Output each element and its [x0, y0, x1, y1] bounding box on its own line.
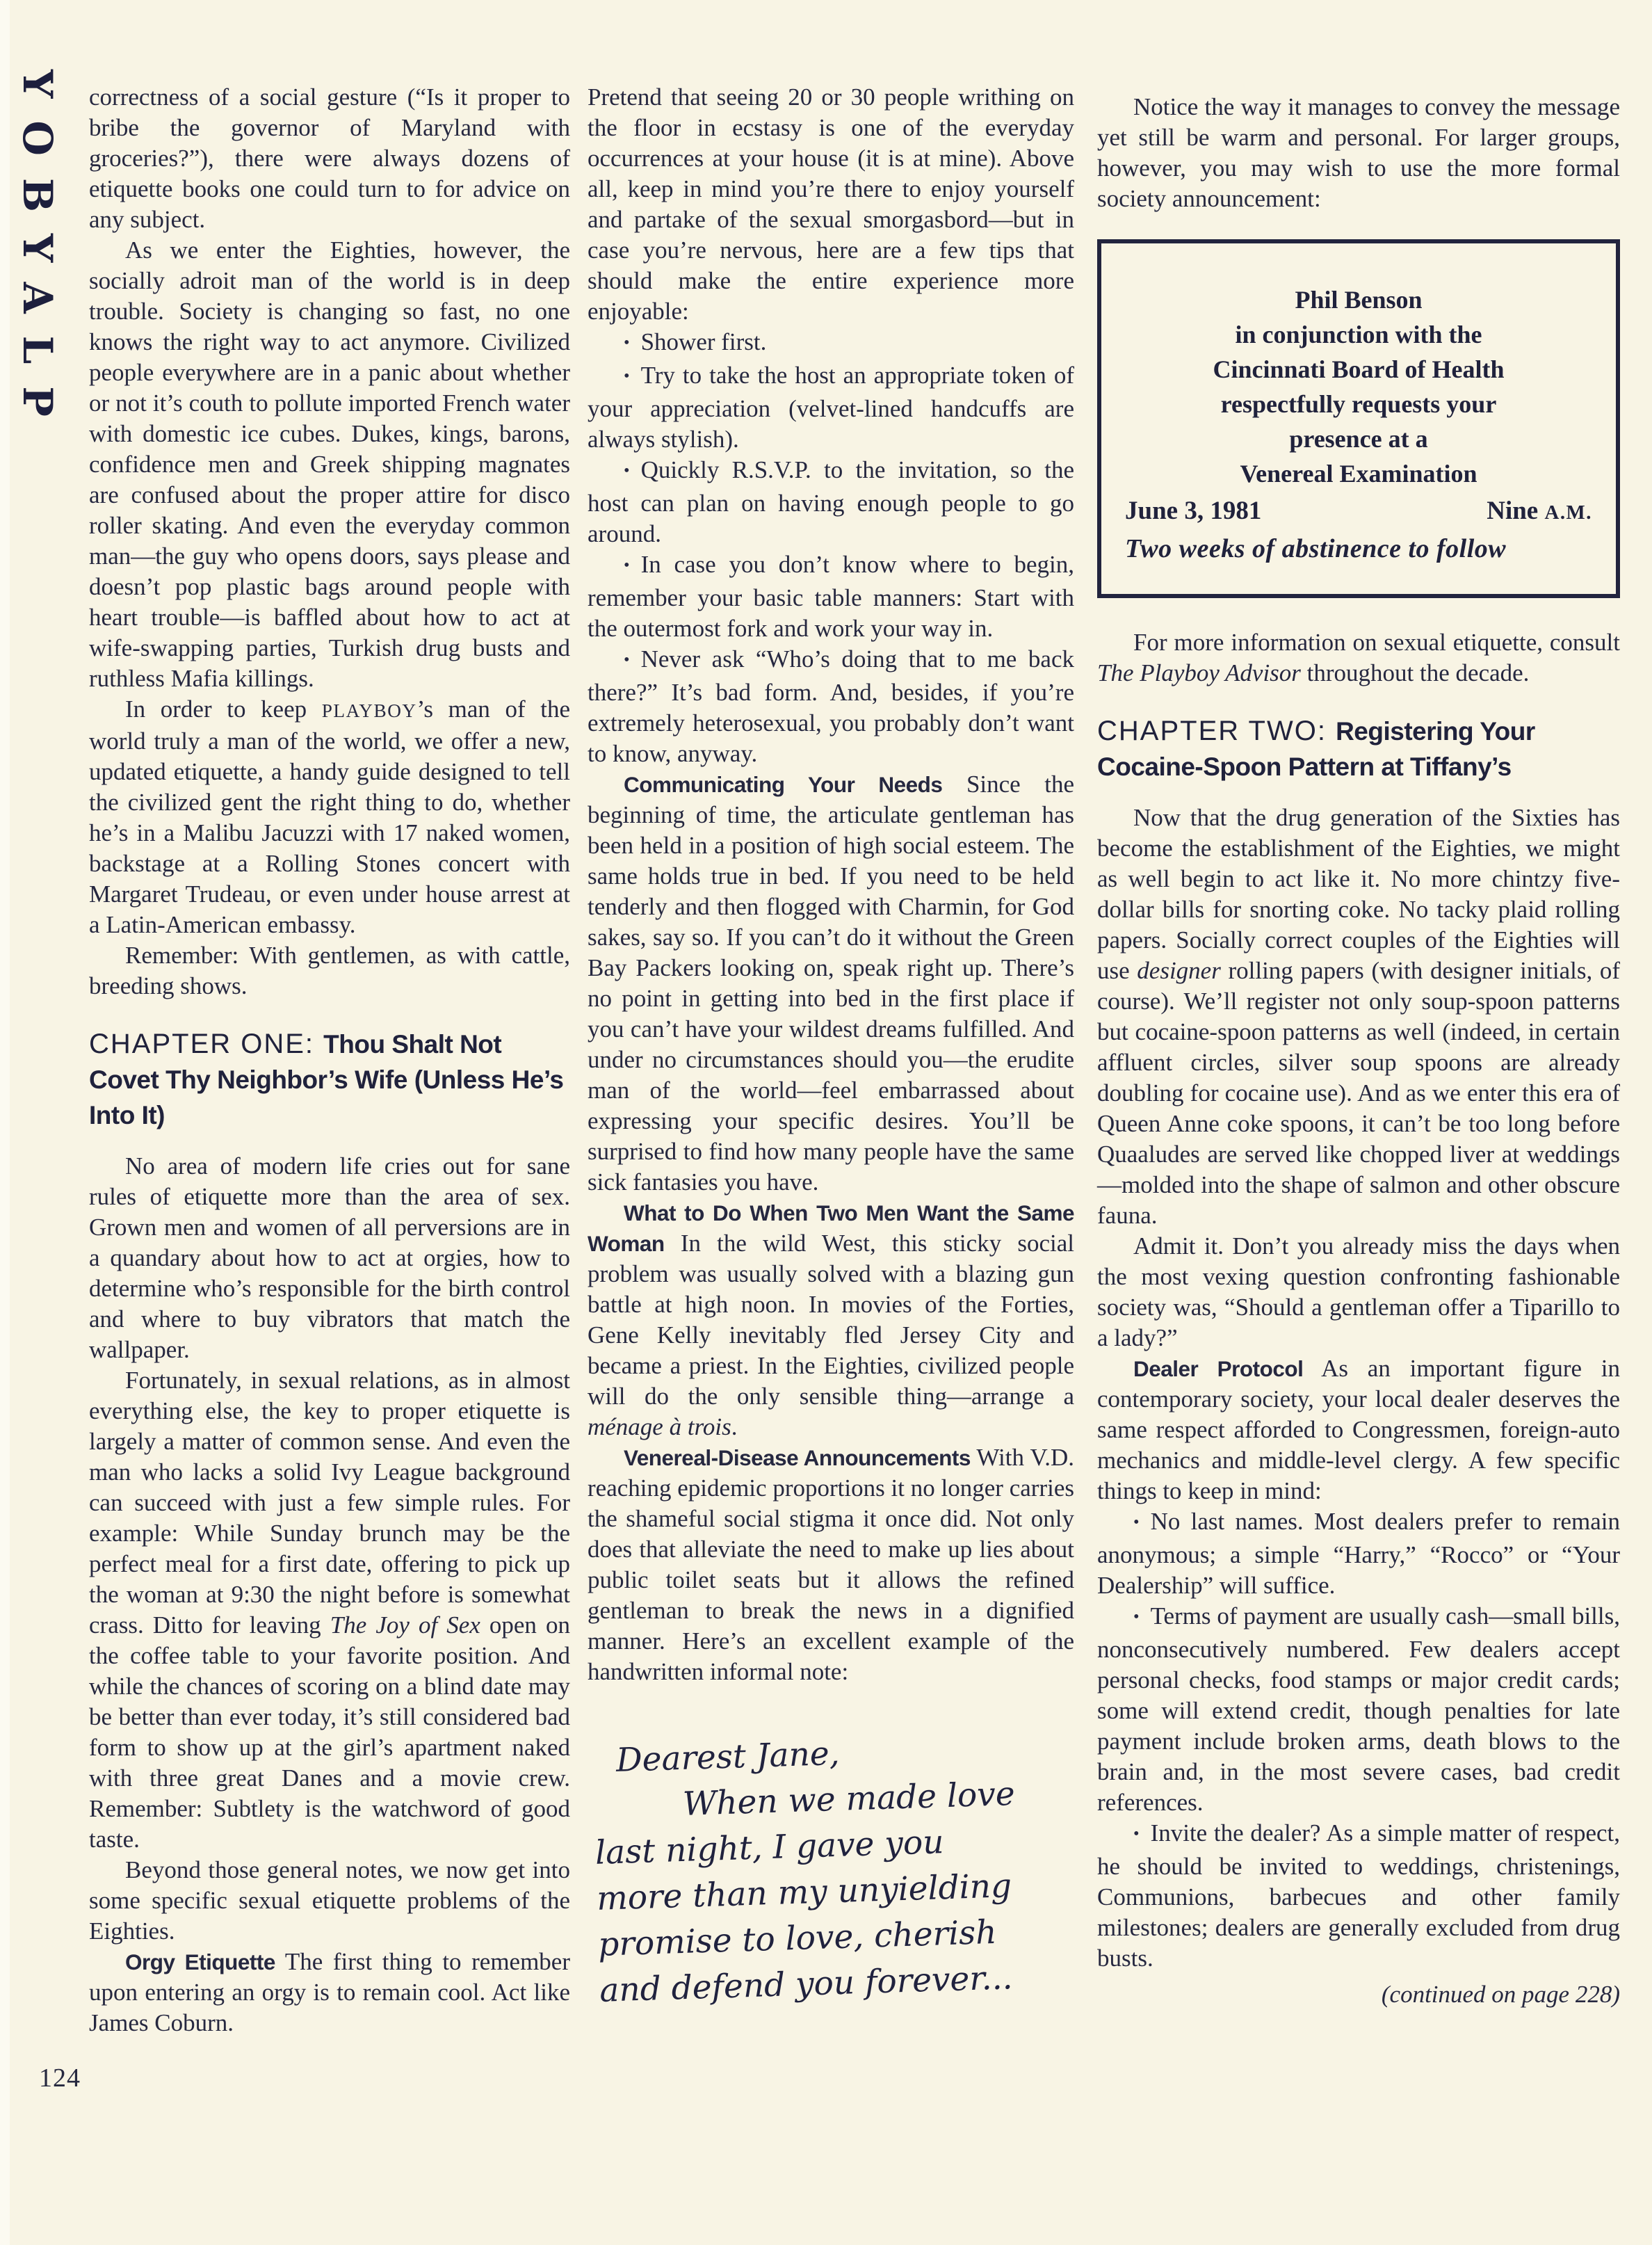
chapter-heading — [1097, 714, 1620, 784]
announcement-line: Cincinnati Board of Health — [1213, 355, 1505, 383]
bullet-marker: • — [624, 650, 630, 669]
article-paragraph — [89, 1365, 570, 1855]
text-run: Shower first. — [640, 328, 767, 355]
text-run: throughout the decade. — [1300, 659, 1530, 686]
article-paragraph — [89, 1151, 570, 1365]
text-run: designer — [1137, 957, 1221, 984]
text-run: Now that the drug generation of the Sixties has become the establishment of the Eighties, we might as well begin to act like it. No more chintzy five-dollar bills for snorting coke. No tacky plaid rolling papers. Socially correct couples of the Eighties will use — [1097, 804, 1620, 984]
announcement-time — [1487, 494, 1592, 530]
bullet-item — [1097, 1818, 1620, 1974]
text-run: In the wild West, this sticky social problem was usually solved with a blazing gun battle at high noon. In movies of the Forties, Gene Kelly inevitably fled Jersey City and became a priest. In the Eighties, civilized people will do the only sensible thing—arrange a — [588, 1230, 1074, 1410]
text-run: PLAYBOY — [321, 700, 417, 721]
bullet-marker: • — [624, 367, 630, 385]
announcement-line: presence at a — [1289, 425, 1428, 453]
note-line: promise to love, cherish — [597, 1913, 998, 1964]
column-right — [1097, 92, 1620, 2034]
bullet-marker: • — [1133, 1607, 1140, 1626]
note-line: last night, I gave you — [594, 1823, 945, 1872]
announcement-box — [1097, 239, 1620, 598]
announcement-date-row — [1125, 494, 1592, 530]
section-lead-in: Venereal-Disease Announcements — [624, 1445, 971, 1470]
text-run: Pretend that seeing 20 or 30 people writhing on the floor in ecstasy is one of the everyday occurrences at your house (it is at mine). Above all, keep in mind you’re there to enjoy yourself and partake of the sexual smorgasbord—but in case you’re nervous, here are a few tips that should make the entire experience more enjoyable: — [588, 83, 1074, 325]
article-paragraph — [89, 1855, 570, 1947]
column-left — [89, 82, 570, 2038]
text-run: Invite the dealer? As a simple matter of respect, he should be invited to weddings, christenings, Communions, barbecues and other family milestones; dealers are generally excluded from drug busts. — [1097, 1819, 1620, 1972]
chapter-heading — [89, 1027, 570, 1133]
text-run: open on the coffee table to your favorite position. And while the chances of scoring on a blind date may be better than ever today, it’s still considered bad form to show up at the girl’s apartment naked with three great Danes and a movie crew. Remember: Subtlety is the watchword of good taste. — [89, 1611, 570, 1853]
note-line: and defend you forever... — [599, 1958, 1014, 2010]
bullet-item — [588, 549, 1074, 644]
text-run: In order to keep — [125, 695, 322, 723]
chapter-title: Thou Shalt Not Covet Thy Neighbor’s Wife (Unless He’s Into It) — [89, 1030, 564, 1129]
article-paragraph — [89, 235, 570, 694]
article-paragraph — [588, 1442, 1074, 1687]
article-paragraph — [588, 1198, 1074, 1442]
text-run: ’s man of the world truly a man of the world, we offer a new, updated etiquette, a handy guide designed to tell the civilized gent the right thing to do, whether he’s in a Malibu Jacuzzi with 17 naked women, backstage at a Rolling Stones concert with Margaret Trudeau, or even under house arrest at a Latin-American embassy. — [89, 695, 570, 938]
text-run: The first thing to remember upon entering an orgy is to remain cool. Act like James Coburn. — [89, 1948, 571, 2036]
article-paragraph — [1097, 92, 1620, 214]
bullet-marker: • — [624, 333, 630, 352]
announcement-date: June 3, 1981 — [1125, 497, 1262, 525]
chapter-prefix: CHAPTER ONE: — [89, 1029, 324, 1059]
text-run: Notice the way it manages to convey the message yet still be warm and personal. For larger groups, however, you may wish to use the more formal society announcement: — [1097, 93, 1620, 212]
text-run: The Joy of Sex — [330, 1611, 480, 1639]
note-line: Dearest Jane, — [615, 1734, 841, 1780]
bullet-item — [1097, 1601, 1620, 1818]
bullet-item — [588, 327, 1074, 360]
text-run: Fortunately, in sexual relations, as in almost everything else, the key to proper etiquette is largely a matter of common sense. And even the man who lacks a solid Ivy League background can succeed with just a few simple rules. For example: While Sunday brunch may be the perfect meal for a first date, offering to pick up the woman at 9:30 the night before is somewhat crass. Ditto for leaving — [89, 1367, 570, 1639]
text-run: Try to take the host an appropriate token of your appreciation (velvet-lined handcuffs are always stylish). — [588, 362, 1074, 453]
article-paragraph — [89, 1947, 570, 2038]
text-run: Admit it. Don’t you already miss the days when the most vexing question confronting fashionable society was, “Should a gentleman offer a Tiparillo to a lady?” — [1097, 1232, 1620, 1351]
text-run: The Playboy Advisor — [1097, 659, 1301, 686]
section-lead-in: What to Do When Two Men Want the Same Woman — [588, 1200, 1074, 1256]
text-run: Since the beginning of time, the articulate gentleman has been held in a position of high social esteem. The same holds true in bed. If you need to be held tenderly and then flogged with Charmin, for God sakes, say so. If you can’t do it without the Green Bay Packers looking on, speak right up. There’s no point in getting into bed in the first place if you can’t have your wildest dreams fulfilled. And under no circumstances should you—the erudite man of the world—feel embarrassed about expressing your specific desires. You’ll be surprised to find how many people have the same sick fantasies you have. — [588, 771, 1074, 1196]
text-run: Nine — [1487, 497, 1545, 525]
article-paragraph — [89, 940, 570, 1001]
chapter-prefix: CHAPTER TWO: — [1097, 716, 1336, 746]
bullet-marker: • — [1133, 1824, 1140, 1843]
text-run: A.M. — [1544, 501, 1592, 524]
article-paragraph — [588, 82, 1074, 327]
text-run: . — [731, 1413, 738, 1440]
page-number: 124 — [39, 2063, 81, 2093]
text-run: ménage à trois — [588, 1413, 731, 1440]
column-middle — [588, 82, 1074, 2014]
section-lead-in: Orgy Etiquette — [125, 1949, 275, 1974]
chapter-title: Registering Your Cocaine-Spoon Pattern at Tiffany’s — [1097, 717, 1535, 781]
announcement-line: in conjunction with the — [1235, 321, 1482, 348]
announcement-footer: Two weeks of abstinence to follow — [1125, 534, 1507, 563]
text-run: Remember: With gentlemen, as with cattle, breeding shows. — [89, 942, 570, 999]
scan-edge — [0, 0, 10, 2245]
text-run: Never ask “Who’s doing that to me back there?” It’s bad form. And, besides, if you’re extremely heterosexual, you probably don’t want to know, anyway. — [588, 645, 1074, 767]
bullet-marker: • — [624, 461, 630, 480]
text-run: As we enter the Eighties, however, the socially adroit man of the world is in deep trouble. Society is changing so fast, no one knows the right way to act anymore. Civilized people everywhere are in a panic about whether or not it’s couth to pollute imported French water with domestic ice cubes. Dukes, kings, barons, confidence men and Greek shipping magnates are confused about the proper attire for disco roller skating. And even the everyday common man—the guy who opens doors, says please and doesn’t pop plastic bags around people with heart trouble—is baffled about how to act at wife-swapping parties, Turkish drug busts and ruthless Mafia killings. — [89, 236, 570, 692]
text-run: For more information on sexual etiquette, consult — [1133, 629, 1620, 656]
article-paragraph — [1097, 1231, 1620, 1353]
text-run: No area of modern life cries out for sane rules of etiquette more than the area of sex. Grown men and women of all perversions are in a quandary about how to act at orgies, how to determine who’s responsible for the birth control and where to buy vibrators that match the wallpaper. — [89, 1152, 570, 1363]
text-run: Quickly R.S.V.P. to the invitation, so the host can plan on having enough people to go around. — [588, 456, 1074, 547]
section-lead-in: Communicating Your Needs — [624, 772, 943, 797]
article-paragraph — [588, 769, 1074, 1198]
text-run: As an important figure in contemporary society, your local dealer deserves the same respect afforded to Congressmen, foreign-auto mechanics and middle-level clergy. A few specific things to keep in mind: — [1097, 1355, 1620, 1504]
article-paragraph — [89, 82, 570, 235]
bullet-item — [1097, 1506, 1620, 1601]
continued-note: (continued on page 228) — [1381, 1981, 1620, 2008]
text-run: No last names. Most dealers prefer to remain anonymous; a simple “Harry,” “Rocco” or “Your Dealership” will suffice. — [1097, 1508, 1620, 1599]
text-run: Beyond those general notes, we now get into some specific sexual etiquette problems of the Eighties. — [89, 1856, 570, 1945]
text-run: With V.D. reaching epidemic proportions it no longer carries the shameful social stigma it once did. Not only does that alleviate the need to make up lies about public toilet seats but it allows the refined gentleman to break the news in a dignified manner. Here’s an excellent example of the handwritten informal note: — [588, 1444, 1074, 1685]
article-paragraph — [1097, 803, 1620, 1231]
announcement-line: respectfully requests your — [1220, 390, 1497, 418]
bullet-marker: • — [624, 556, 630, 574]
bullet-item — [588, 644, 1074, 769]
spine-brand: YOBYALP — [14, 70, 61, 440]
announcement-line: Venereal Examination — [1240, 460, 1477, 488]
text-run: In case you don’t know where to begin, remember your basic table manners: Start with the outermost fork and work your way in. — [588, 551, 1074, 642]
text-run: Terms of payment are usually cash—small bills, nonconsecutively numbered. Few dealers accept personal checks, food stamps or major credit cards; some will extend credit, though penalties for late payment include broken arms, death blows to the brain and, in the most severe cases, bad credit references. — [1097, 1602, 1620, 1816]
bullet-marker: • — [1133, 1513, 1140, 1531]
note-line: more than my unyielding — [596, 1867, 1012, 1918]
article-paragraph — [1097, 1353, 1620, 1506]
bullet-item — [588, 455, 1074, 549]
announcement-line: Phil Benson — [1295, 286, 1423, 314]
article-paragraph — [89, 694, 570, 940]
note-line: When we made love — [682, 1774, 1016, 1824]
bullet-item — [588, 360, 1074, 455]
text-run: correctness of a social gesture (“Is it proper to bribe the governor of Maryland with groceries?”), there were always dozens of etiquette books one could turn to for advice on any subject. — [89, 83, 570, 233]
text-run: rolling papers (with designer initials, of course). We’ll register not only soup-spoon patterns but cocaine-spoon patterns as well (indeed, in certain affluent circles, silver soup spoons are already doubling for cocaine use). And as we enter this era of Queen Anne coke spoons, it can’t be too long before Quaaludes are served like chopped liver at weddings—molded into the shape of salmon and other obscure fauna. — [1097, 957, 1620, 1229]
article-paragraph — [1097, 627, 1620, 689]
handwritten-note — [592, 1723, 1083, 2014]
section-lead-in: Dealer Protocol — [1133, 1356, 1304, 1381]
